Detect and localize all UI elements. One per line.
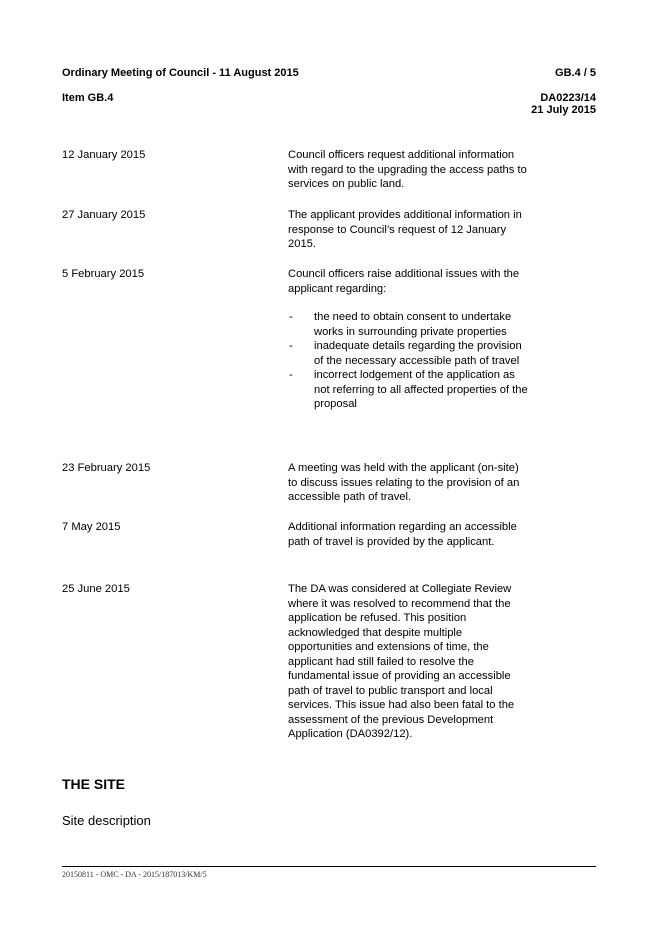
timeline-text: The DA was considered at Collegiate Review where it was resolved to recommend that the application be refused. This position acknowledged that despite multiple opportunities and extensions of time, the applicant had still failed to resolve the fundamental issue of providing an accessible path of travel to public transport and local services. This issue had also been fatal to the assessment of the previous Development Application (DA0392/12). xyxy=(288,583,515,740)
meeting-title: Ordinary Meeting of Council - 11 August 2015 xyxy=(62,67,299,79)
bullet-marker: - xyxy=(289,340,293,352)
page-reference: GB.4 / 5 xyxy=(555,67,596,79)
bullet-marker: - xyxy=(289,311,293,323)
section-heading: THE SITE xyxy=(62,776,126,792)
timeline-text: Additional information regarding an accessible path of travel is provided by the applicant. xyxy=(288,521,517,548)
timeline-description xyxy=(288,582,528,742)
issue-list-item xyxy=(288,310,528,339)
timeline-date: 5 February 2015 xyxy=(62,268,145,280)
timeline-text: Council officers raise additional issues with the applicant regarding: xyxy=(288,268,520,295)
issue-list-item xyxy=(288,368,528,412)
issue-list-item xyxy=(288,339,528,368)
issue-text: the need to obtain consent to undertake works in surrounding private properties xyxy=(314,311,512,338)
da-reference: DA0223/14 xyxy=(540,92,596,104)
timeline-description xyxy=(288,267,528,412)
footer-reference: 20150811 - OMC - DA - 2015/187013/KM/5 xyxy=(62,870,207,879)
timeline-text: The applicant provides additional information in response to Council’s request of 12 January 2015. xyxy=(288,209,522,250)
timeline-description xyxy=(288,148,528,192)
item-label: Item GB.4 xyxy=(62,92,114,104)
report-date: 21 July 2015 xyxy=(531,104,596,116)
footer-divider xyxy=(62,866,596,867)
subsection-heading: Site description xyxy=(62,813,151,828)
timeline-text: A meeting was held with the applicant (on-site) to discuss issues relating to the provision of an accessible path of travel. xyxy=(288,462,520,503)
timeline-date: 25 June 2015 xyxy=(62,583,130,595)
da-reference-block xyxy=(531,92,596,116)
timeline-date: 27 January 2015 xyxy=(62,209,146,221)
issue-text: incorrect lodgement of the application as not referring to all affected properties of the proposal xyxy=(314,369,528,410)
timeline-date: 23 February 2015 xyxy=(62,462,151,474)
timeline-description xyxy=(288,520,528,549)
timeline-date: 12 January 2015 xyxy=(62,149,146,161)
timeline-date: 7 May 2015 xyxy=(62,521,121,533)
issue-list xyxy=(288,310,528,412)
issue-text: inadequate details regarding the provision of the necessary accessible path of travel xyxy=(314,340,522,367)
bullet-marker: - xyxy=(289,369,293,381)
timeline-description xyxy=(288,208,528,252)
timeline-description xyxy=(288,461,528,505)
timeline-text: Council officers request additional information with regard to the upgrading the access paths to services on public land. xyxy=(288,149,527,190)
